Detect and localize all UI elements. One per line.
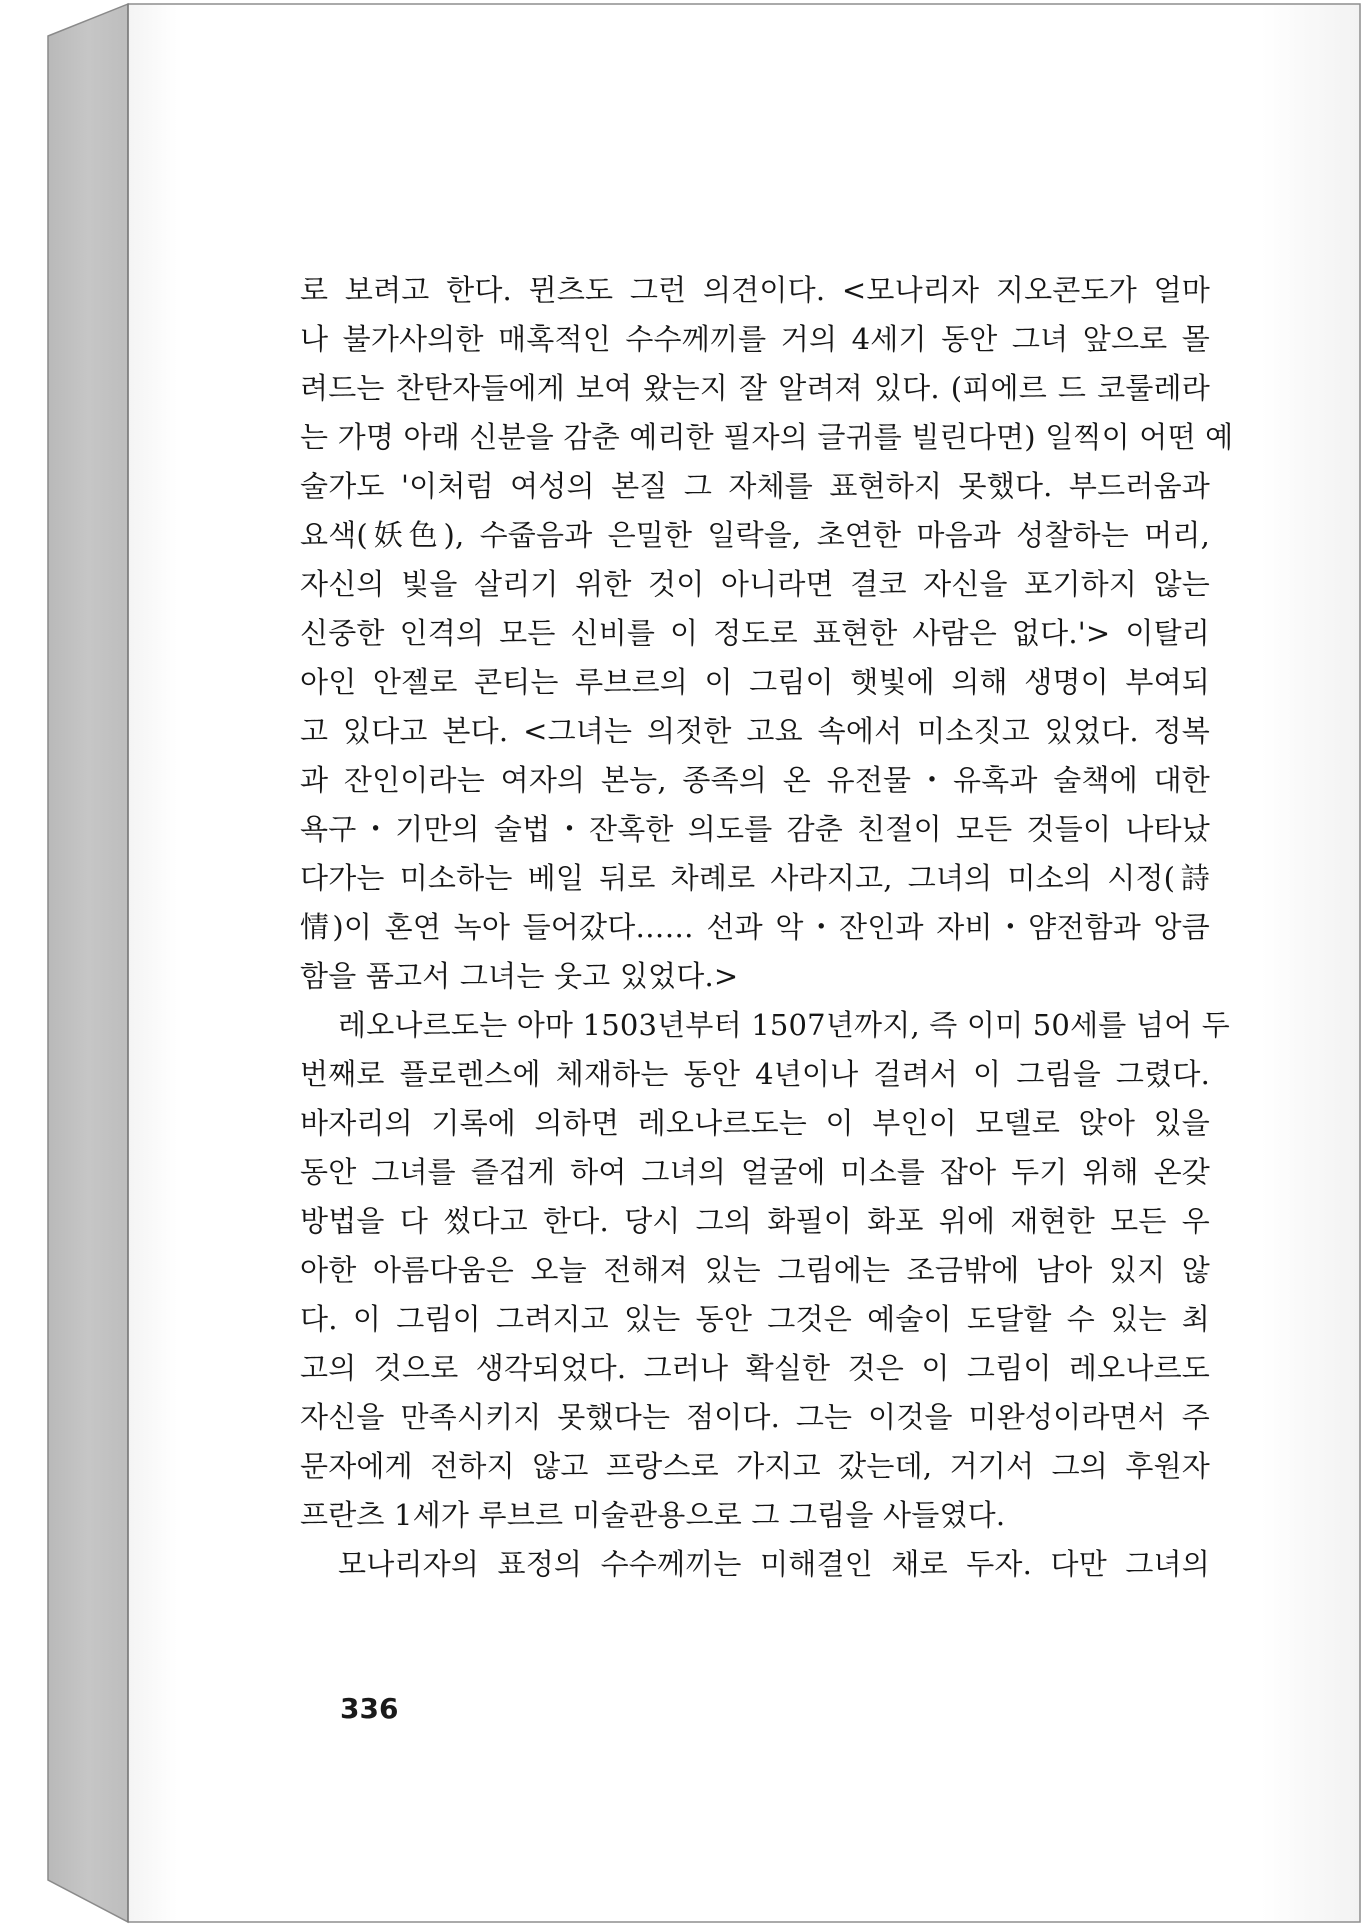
text-line: 신중한 인격의 모든 신비를 이 정도로 표현한 사람은 없다.'> 이탈리: [300, 616, 1210, 650]
text-line: 프란츠 1세가 루브르 미술관용으로 그 그림을 사들였다.: [300, 1498, 1006, 1532]
text-line: 바자리의 기록에 의하면 레오나르도는 이 부인이 모델로 앉아 있을: [300, 1106, 1210, 1140]
text-line: 다가는 미소하는 베일 뒤로 차례로 사라지고, 그녀의 미소의 시정(詩: [300, 861, 1210, 895]
text-line: 함을 품고서 그녀는 웃고 있었다.>: [300, 959, 739, 993]
text-line: 고 있다고 본다. <그녀는 의젓한 고요 속에서 미소짓고 있었다. 정복: [300, 714, 1210, 748]
text-line: 방법을 다 썼다고 한다. 당시 그의 화필이 화포 위에 재현한 모든 우: [300, 1204, 1210, 1238]
text-line: 번째로 플로렌스에 체재하는 동안 4년이나 걸려서 이 그림을 그렸다.: [300, 1057, 1210, 1091]
text-line: 나 불가사의한 매혹적인 수수께끼를 거의 4세기 동안 그녀 앞으로 몰: [300, 322, 1210, 356]
text-line: 술가도 '이처럼 여성의 본질 그 자체를 표현하지 못했다. 부드러움과: [300, 469, 1210, 503]
text-line: 문자에게 전하지 않고 프랑스로 가지고 갔는데, 거기서 그의 후원자: [300, 1449, 1210, 1483]
text-line: 욕구・기만의 술법・잔혹한 의도를 감춘 친절이 모든 것들이 나타났: [300, 812, 1210, 846]
book-spine: [48, 4, 128, 1922]
text-line: 다. 이 그림이 그려지고 있는 동안 그것은 예술이 도달할 수 있는 최: [300, 1302, 1210, 1336]
text-line: 情)이 혼연 녹아 들어갔다…… 선과 악・잔인과 자비・얌전함과 앙큼: [300, 910, 1210, 944]
text-line: 과 잔인이라는 여자의 본능, 종족의 온 유전물・유혹과 술책에 대한: [300, 763, 1210, 797]
text-line: 려드는 찬탄자들에게 보여 왔는지 잘 알려져 있다. (피에르 드 코룰레라: [300, 371, 1210, 405]
text-line: 요색(妖色), 수줍음과 은밀한 일락을, 초연한 마음과 성찰하는 머리,: [300, 518, 1210, 552]
text-line: 동안 그녀를 즐겁게 하여 그녀의 얼굴에 미소를 잡아 두기 위해 온갖: [300, 1155, 1210, 1189]
text-line: 고의 것으로 생각되었다. 그러나 확실한 것은 이 그림이 레오나르도: [300, 1351, 1210, 1385]
text-line: 레오나르도는 아마 1503년부터 1507년까지, 즉 이미 50세를 넘어 두: [338, 1008, 1230, 1042]
text-line: 아한 아름다움은 오늘 전해져 있는 그림에는 조금밖에 남아 있지 않: [300, 1253, 1210, 1287]
text-line: 자신의 빛을 살리기 위한 것이 아니라면 결코 자신을 포기하지 않는: [300, 567, 1210, 601]
text-line: 자신을 만족시키지 못했다는 점이다. 그는 이것을 미완성이라면서 주: [300, 1400, 1210, 1434]
text-line: 로 보려고 한다. 뮌츠도 그런 의견이다. <모나리자 지오콘도가 얼마: [300, 273, 1210, 307]
text-line: 는 가명 아래 신분을 감춘 예리한 필자의 글귀를 빌린다면) 일찍이 어떤 예: [300, 420, 1234, 454]
text-line: 아인 안젤로 콘티는 루브르의 이 그림이 햇빛에 의해 생명이 부여되: [300, 665, 1210, 699]
page-number: 336: [340, 1692, 399, 1725]
text-line: 모나리자의 표정의 수수께끼는 미해결인 채로 두자. 다만 그녀의: [338, 1547, 1210, 1581]
